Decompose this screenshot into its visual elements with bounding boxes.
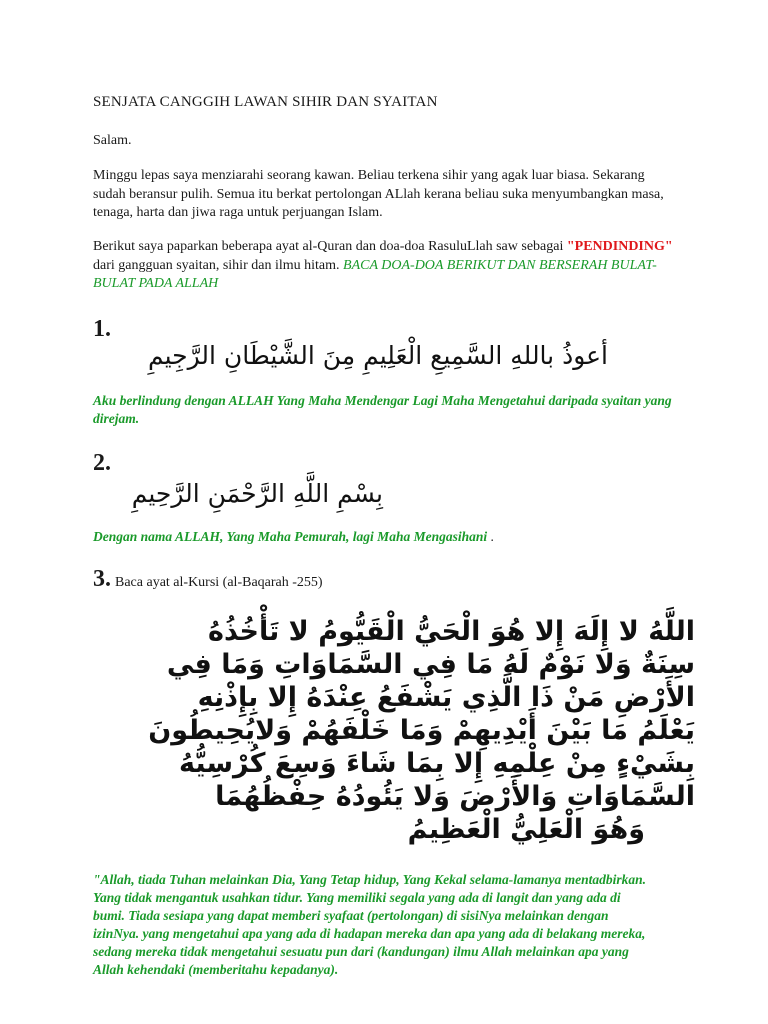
document-title: SENJATA CANGGIH LAWAN SIHIR DAN SYAITAN: [93, 94, 438, 110]
pendinding-text-before: Berikut saya paparkan beberapa ayat al-Quran dan doa-doa RasuluLlah saw sebagai: [93, 239, 564, 254]
pendinding-instruction: BACA DOA-DOA BERIKUT DAN BERSERAH BULAT-BULAT PADA ALLAH: [93, 257, 657, 291]
item-2-translation-tail: .: [487, 529, 494, 544]
ayat-kursi-line: بِشَيْءٍ مِنْ عِلْمِهِ إِلا بِمَا شَاءَ وَسِعَ كُرْسِيُّهُ: [179, 748, 695, 779]
item-1-number: 1.: [93, 316, 111, 342]
item-1-arabic: أعوذُ باللهِ السَّمِيعِ الْعَلِيمِ مِنَ الشَّيْطَانِ الرَّجِيمِ: [147, 341, 608, 370]
ayat-kursi-line: السَّمَاوَاتِ وَالأَرْضَ وَلا يَئُودُهُ حِفْظُهُمَا: [215, 781, 695, 812]
item-2-translation-text: Dengan nama ALLAH, Yang Maha Pemurah, lagi Maha Mengasihani: [93, 529, 488, 544]
intro-paragraph: Minggu lepas saya menziarahi seorang kawan. Beliau terkena sihir yang agak luar biasa. Sekarang sudah beransur pulih. Semua itu berkat pertolongan ALlah kerana beliau suka menyumbangkan masa, tenaga, harta dan jiwa raga untuk perjuangan Islam.: [93, 168, 664, 220]
ayat-kursi-line: يَعْلَمُ مَا بَيْنَ أَيْدِيهِمْ وَمَا خَلْفَهُمْ وَلايُحِيطُونَ: [148, 715, 695, 746]
item-2-arabic: بِسْمِ اللَّهِ الرَّحْمَنِ الرَّحِيمِ: [131, 479, 383, 508]
pendinding-paragraph: [93, 238, 688, 294]
item-3-translation: "Allah, tiada Tuhan melainkan Dia, Yang Tetap hidup, Yang Kekal selama-lamanya mentadbirkan. Yang tidak mengantuk usahkan tidur. Yang memiliki segala yang ada di langit dan yang ada di bumi. Tiada sesiapa yang dapat memberi syafaat (pertolongan) di sisiNya melainkan dengan izinNya. yang mengetahui apa yang ada di hadapan mereka dan apa yang ada di belakang mereka, sedang mereka tidak mengetahui sesuatu pun dari (kandungan) ilmu Allah melainkan apa yang Allah kehendaki (memberitahu kepadanya).: [93, 872, 646, 977]
item-3-number: 3.: [93, 566, 111, 592]
greeting: Salam.: [93, 133, 132, 148]
ayat-kursi-arabic: [120, 615, 695, 846]
item-2-number: 2.: [93, 450, 111, 476]
item-3-label: Baca ayat al-Kursi (al-Baqarah -255): [115, 575, 323, 590]
ayat-kursi-line: الأَرْضِ مَنْ ذَا الَّذِي يَشْفَعُ عِنْدَهُ إِلا بِإِذْنِهِ: [197, 682, 695, 713]
ayat-kursi-line: وَهُوَ الْعَلِيُّ الْعَظِيمُ: [407, 814, 645, 845]
ayat-kursi-line: اللَّهُ لا إِلَهَ إِلا هُوَ الْحَيُّ الْقَيُّومُ لا تَأْخُذُهُ: [208, 616, 695, 647]
item-2-translation: [93, 528, 673, 546]
pendinding-text-after: dari gangguan syaitan, sihir dan ilmu hitam.: [93, 257, 340, 273]
item-3-header: [93, 566, 323, 593]
item-1-translation: Aku berlindung dengan ALLAH Yang Maha Mendengar Lagi Maha Mengetahui daripada syaitan yang direjam.: [93, 393, 672, 426]
ayat-kursi-line: سِنَةٌ وَلا نَوْمٌ لَهُ مَا فِي السَّمَاوَاتِ وَمَا فِي: [166, 649, 695, 680]
pendinding-highlight: "PENDINDING": [566, 239, 673, 254]
